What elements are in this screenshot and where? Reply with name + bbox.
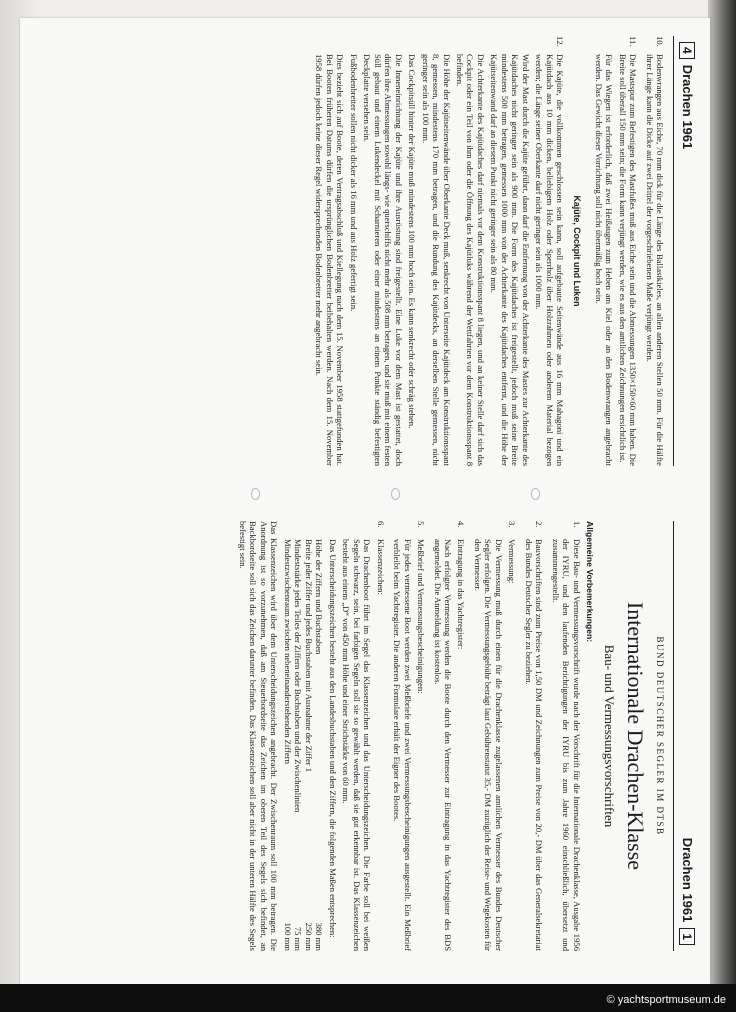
list-item: 5. Meßbrief und Vermessungsbescheinigungen: Für jedes vermessene Boot werden zwei Meßbriefe und zwei Vermessungsbescheinigungen ausgestellt. Ein Meßbrief verbleibt beim Yachtregister. Die anderen Formulare erhält der Eigner des Bootes.: [392, 521, 427, 951]
watermark-credit: © yachtsportmuseum.de: [606, 994, 726, 1006]
section-title-cabin: Kajüte, Cockpit und Luken: [572, 195, 583, 307]
section-title-general: Allgemeine Vorbemerkungen:: [585, 521, 596, 643]
page-left: [60, 36, 700, 466]
closing-paragraph: Das Klassenzeichen wird über dem Unterscheidungszeichen angebracht. Der Zwischenraum soll 100 mm betragen. Die Anordnung ist so vorzunehmen, daß am Steuerbordseite das Zeichen im oberen Teil des Segels sich befindet, an Backbordseite soll sich das Zeichen darunter befinden. Das Klassenzeichen soll aber nicht in der unteren Hälfte des Segels befestigt sein.: [237, 521, 280, 951]
document-title: Internationale Drachen-Klasse: [623, 601, 649, 871]
page-number-right: 1: [679, 928, 696, 945]
rotated-spread: [30, 26, 700, 976]
list-item: 10. Bodenwrangen aus Eiche, 70 mm dick für die Länge des Ballastkieles, an allen anderen Stellen 50 mm. Für die Hälfte ihrer Länge kann die Dicke auf zwei Drittel der vorgeschriebenen Maße verjüngt werden.: [644, 36, 665, 466]
page-number-left: 4: [679, 42, 696, 59]
list-item: 11. Die Mastspur zum Befestigen des Mastfußes muß aus Eiche sein und die Abmessungen 1350×150×60 mm haben. Die Breite soll überall 150 mm sein; die Form kann verjüngt werden, wie es aus den amtlichen Zeichnungen ersichtlich ist. Für das Wiegen ist erforderlich, daß zwei Heißaugen zum Heben am Kiel oder an den Bodenwrangen angebracht werden. Das Gewicht dieser Vorrichtung soll nicht übermäßig hoch sein.: [593, 36, 639, 466]
organization: BUND DEUTSCHER SEGLER IM DTSB: [655, 636, 665, 836]
measurement-row: Mindestzwischenraum zwischen nebeneinanderstehenden Ziffern 100 mm: [282, 539, 293, 951]
binder-hole: [251, 488, 260, 500]
footer-strip: [0, 984, 736, 1012]
measurement-row: Mindeststärke jedes Teiles der Ziffern oder Buchstaben und der Zwischenlinien 75 mm: [293, 539, 304, 951]
measurement-row: Breite jeder Ziffer und jedes Buchstaben mit Ausnahme der Ziffer 1 250 mm: [303, 539, 314, 951]
list-item: 12. Die Kajüte, die vollkommen geschlossen sein kann, soll aufgebaute Seitenwände aus 16 mm Mahagoni und ein Kajütdach aus 10 mm dicken, beliebigem Holz oder Sperrholz über Holzrahmen oder anderem Material bezogen werden; die Länge seiner Oberkante darf nicht geringer sein als 1000 mm. Wird der Mast durch die Kajüte geführt, dann darf die Entfernung von der Achterkante des Mastes zur Achterkante des Kajütdaches nicht geringer sein als 900 mm. Die Form des Kajütdaches ist freigestellt, jedoch muß seine Breite mindestens 500 mm betragen, gemessen 1000 mm von der Achterkante des Kajütdaches entfernt, und die Höhe der Kajütseitenwand darf an diesem Punkt nicht geringer sein als 80 mm. Die Achterkante des Kajütdaches darf niemals vor dem Konstruktionsspant 8 liegen, und an keiner Stelle darf sich das Cockpit oder ein Teil von ihm oder die Öffnung des Kajütluks während der Wettfahrten vor dem Konstruktionsspant 8 befinden. Die Höhe der Kajütseitenwände über Oberkante Deck muß, senkrecht von Unterseite Kajütdeck am Konstruktionsspant 8, gemessen, mindestens 170 mm betragen, und die Rundung des Kajütdecks, an derselben Stelle gemessen, nicht geringer sein als 100 mm. Das Cockpitsüll hinter der Kajüte muß mindestens 100 mm hoch sein. Es kann senkrecht oder schräg stehen. Die Inneneinrichtung der Kajüte und ihre Ausrüstung sind freigestellt. Eine Luke vor dem Mast ist gestattet, doch dürfen ihre Abmessungen sowohl längs- wie querschiffs nicht mehr als 508 mm betragen, und sie muß mit einem festen Süll gebaut und einem Lukendeckel mit Scharnieren oder einer mindestens an einem Punkte ständig befestigten Deckplatte versehen sein. Fußbodenbretter sollen nicht dicker als 16 mm und aus Holz gefertigt sein. Dies bezieht sich auf Boote, deren Vertragsabschluß und Kiellegung nach dem 15. November 1958 stattgefunden hat. Bei Booten früheren Datums dürfen die ursprünglichen Bodenbretter beibehalten werden. Nach dem 15. November 1958 dürfen jedoch keine dieser Regel widersprechenden Bodenbretter mehr angebracht sein.: [314, 36, 566, 467]
list-item: 1. Diese Bau- und Vermessungsvorschrift wurde nach der Vorschrift für die Internationale Drachenklasse, Ausgabe 1956 der IYRU, und den laufenden Berichtigungen der IYRU bis zum Jahre 1960 einschließlich, übersetzt und zusammengestellt.: [550, 521, 582, 951]
header-title-right: Drachen 1961: [679, 837, 695, 923]
header-title-left: Drachen 1961: [679, 64, 695, 150]
scanned-page: [20, 18, 710, 984]
list-item: 2. Bauvorschriften sind zum Preise von 1,50 DM und Zeichnungen zum Preise von 20,- DM über das Generalsekretariat des Bundes Deutscher Segler zu beziehen.: [523, 521, 545, 951]
book-edge: [708, 0, 736, 1012]
measurement-row: Höhe der Ziffern und Buchstaben 380 mm: [314, 539, 325, 951]
page-right: [60, 521, 700, 951]
binder-hole: [391, 488, 400, 500]
list-item: 4. Eintragung in das Yachtregister: Nach erfolgter Vermessung werden die Boote durch den Vermesser zur Eintragung in das Yachtregister des BDS angemeldet. Die Anmeldung ist kostenlos.: [432, 521, 467, 951]
page-header-right: [673, 521, 700, 951]
binder-hole: [531, 488, 540, 500]
document-subtitle: Bau- und Vermessungsvorschriften: [602, 644, 618, 828]
list-item: 3. Vermessung: Die Vermessung muß durch einen für die Drachenklasse zugelassenen amtlichen Vermesser des Bundes Deutscher Segler erfolgen. Die Vermessungsgebühr beträgt laut Gebührenstatut 35,- DM zuzüglich der Reise- und Wegekosten für den Vermesser.: [472, 521, 518, 951]
list-item: 6. Klassenzeichen: Das Drachenboot führt im Segel das Klassenzeichen und das Unterscheidungszeichen. Die Farbe soll bei weißen Segeln schwarz, sein, bei farbigen Segeln soll sie so gewählt werden, daß sie gut erkennbar ist. Das Klassenzeichen besteht aus einem „D“ von 450 mm Höhe und einer Strichstärke von 60 mm. Das Unterscheidungszeichen besteht aus den Landesbuchstaben und den Ziffern, die folgenden Maßen entsprechen: Höhe der Ziffern und Buchstaben 380 mm Breite jeder Ziffer und jedes Buchstaben mit Ausnahme der Ziffer 1 250 mm Mindeststärke jedes Teiles der Ziffern oder Buchstaben und der Zwischenlinien 75 mm Mindestzwischenraum zwischen nebeneinanderstehenden Ziffern 100 mm: [282, 521, 386, 951]
page-header-left: [673, 36, 700, 466]
